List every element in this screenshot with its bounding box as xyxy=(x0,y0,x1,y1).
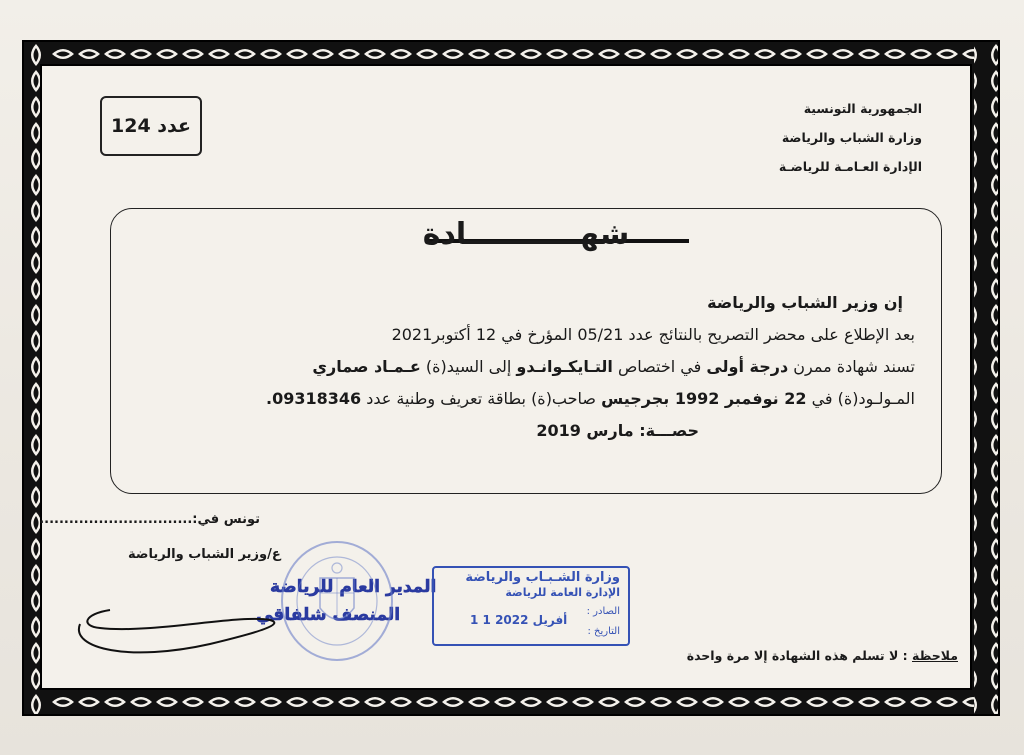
signature-block xyxy=(70,564,437,664)
body-line-3-a: تسند شهادة ممرن xyxy=(788,357,915,376)
grade: درجة أولى xyxy=(706,357,789,376)
note-label: ملاحظة xyxy=(912,648,958,663)
stamp-ministry: وزارة الشـبـاب والرياضة xyxy=(465,570,620,585)
holder-name: عـمـاد صماري xyxy=(312,357,421,376)
body-line-4-a: المـولـود(ة) في xyxy=(806,389,915,408)
session-line: حصـــة: مارس 2019 xyxy=(536,421,699,440)
footer-note xyxy=(687,648,958,663)
stamp-date-value: 1 1 أفريل 2022 xyxy=(470,613,568,627)
note-text: : لا تسلم هذه الشهادة إلا مرة واحدة xyxy=(686,648,908,663)
body-line-2: بعد الإطلاع على محضر التصريح بالنتائج عدد 05/21 المؤرخ في 12 أكتوبر2021 xyxy=(391,325,915,344)
header-republic: الجمهورية التونسية xyxy=(803,101,922,116)
body-line-1: إن وزير الشباب والرياضة xyxy=(707,293,903,312)
signatory-name: المنصف شلفاقي xyxy=(256,605,401,625)
body-line-3-c: في اختصاص xyxy=(612,357,707,376)
birth-info: 22 نوفمبر 1992 بجرجيس xyxy=(601,389,807,408)
id-number: 09318346. xyxy=(266,389,362,408)
header-ministry: وزارة الشباب والرياضة xyxy=(781,130,922,145)
stamp-date-label: التاريخ : xyxy=(587,626,620,637)
body-line-3 xyxy=(133,351,915,383)
ministry-header xyxy=(779,94,922,181)
certificate-number: عدد 124 xyxy=(100,96,202,156)
stamp-directorate: الإدارة العامة للرياضة xyxy=(505,586,620,599)
header-directorate: الإدارة العـامـة للرياضـة xyxy=(778,159,922,174)
stamp-issued-label: الصادر : xyxy=(586,606,620,617)
signature-stroke xyxy=(79,610,274,652)
certificate-content-box xyxy=(110,208,942,494)
certificate-body xyxy=(40,64,972,690)
discipline: التـايكـوانـدو xyxy=(516,357,613,376)
signatory-title: ع/وزير الشباب والرياضة xyxy=(128,547,281,562)
place-date: تونس في:............................... xyxy=(39,512,260,527)
certificate-title: شهـــــــــــادة xyxy=(422,217,630,252)
reception-stamp xyxy=(432,566,630,646)
body-line-4-c: صاحب(ة) بطاقة تعريف وطنية عدد xyxy=(361,389,602,408)
official-seal xyxy=(278,538,396,664)
signatory-role: المدير العام للرياضة xyxy=(270,577,437,597)
signature-graphic xyxy=(70,564,437,664)
body-line-3-e: إلى السيد(ة) xyxy=(420,357,517,376)
certificate-text xyxy=(133,287,915,447)
body-line-4 xyxy=(133,383,915,415)
